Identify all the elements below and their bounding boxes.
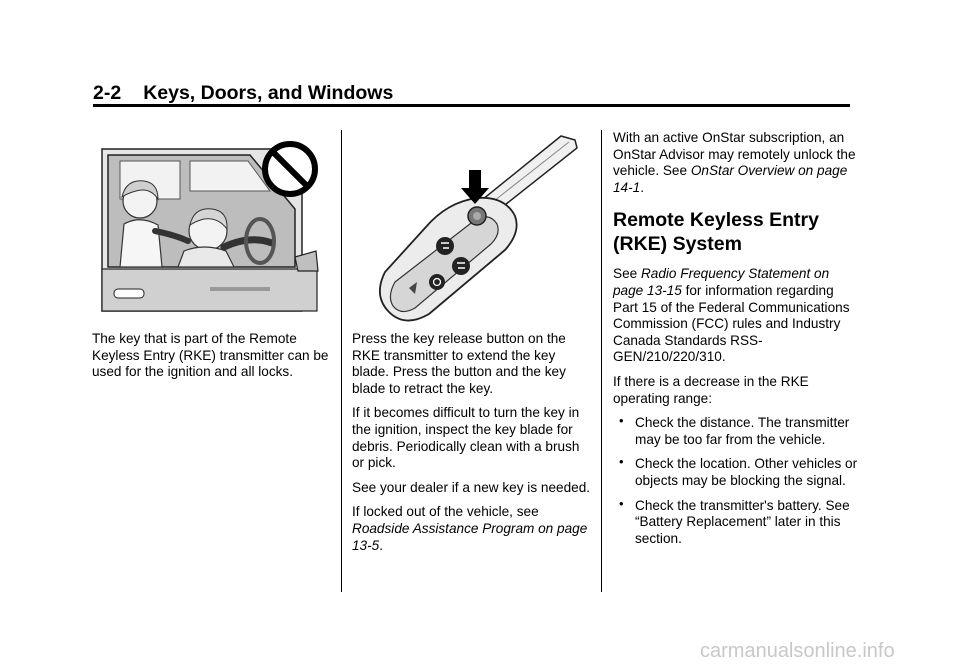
key-release-paragraph: Press the key release button on the RKE transmitter to extend the key blade. Press the button and the key blade to retract the key. — [352, 331, 566, 396]
list-item: • Check the transmitter's battery. See “Battery Replacement” later in this section. — [613, 498, 858, 548]
list-item: • Check the distance. The transmitter may be too far from the vehicle. — [613, 415, 858, 448]
column-2 — [352, 331, 592, 562]
radio-frequency-link[interactable]: Radio Frequency Statement on page 13-15 — [613, 266, 830, 298]
radio-frequency-end: for information regarding Part 15 of the Federal Communications Commission (FCC) rules and Industry Canada Standards RSS-GEN/210/220/310. — [613, 282, 850, 365]
column-3 — [613, 130, 858, 555]
page-number: 2-2 — [93, 82, 122, 104]
onstar-overview-link[interactable]: OnStar Overview on page 14-1 — [613, 163, 848, 195]
header-rule — [93, 104, 850, 107]
column-divider-left — [341, 130, 342, 592]
onstar-paragraph — [613, 130, 858, 196]
children-in-car-illustration — [100, 139, 320, 314]
onstar-end: . — [640, 179, 644, 195]
radio-frequency-lead: See — [613, 266, 638, 282]
onstar-lead: With an active OnStar subscription, an OnStar Advisor may remotely unlock the vehicle. See — [613, 130, 856, 179]
operating-range-checklist — [613, 415, 858, 547]
column-divider-right — [601, 130, 602, 592]
radio-frequency-paragraph — [613, 266, 858, 366]
locked-out-lead: If locked out of the vehicle, see — [352, 504, 539, 520]
key-cleaning-paragraph: If it becomes difficult to turn the key in the ignition, inspect the key blade for debris. Periodically clean with a brush or pick. — [352, 405, 580, 471]
roadside-assistance-link[interactable]: Roadside Assistance Program on page 13-5 — [352, 520, 588, 553]
rke-system-heading: Remote Keyless Entry (RKE) System — [613, 209, 819, 256]
key-fob-illustration — [365, 132, 580, 322]
section-title: Keys, Doors, and Windows — [143, 82, 394, 104]
page-header — [93, 82, 393, 105]
list-item: • Check the location. Other vehicles or objects may be blocking the signal. — [613, 456, 858, 489]
operating-range-paragraph: If there is a decrease in the RKE operating range: — [613, 373, 809, 406]
key-description-paragraph: The key that is part of the Remote Keyless Entry (RKE) transmitter can be used for the ignition and all locks. — [92, 331, 329, 380]
column-1 — [92, 331, 332, 389]
locked-out-paragraph — [352, 504, 592, 554]
watermark: carmanualsonline.info — [700, 640, 895, 662]
locked-out-end: . — [379, 537, 383, 553]
new-key-paragraph: See your dealer if a new key is needed. — [352, 479, 591, 495]
